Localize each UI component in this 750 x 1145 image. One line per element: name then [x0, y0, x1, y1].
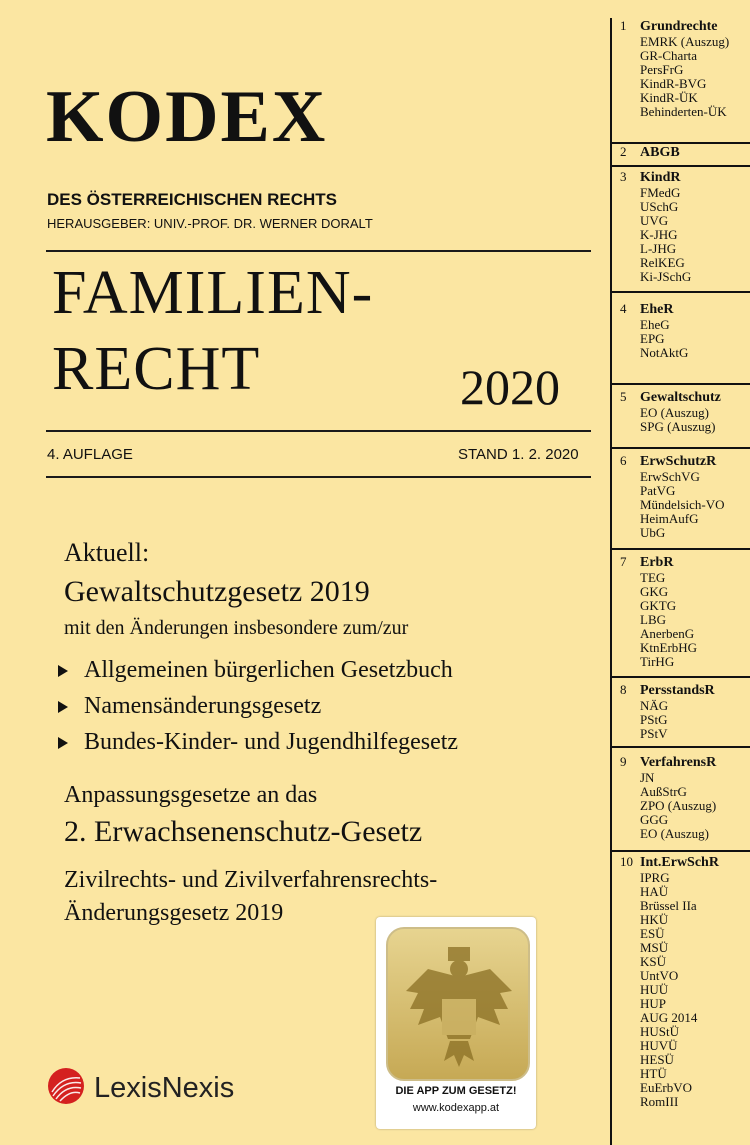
index-section[interactable]: 4 EheR EheG EPG NotAktG: [612, 291, 750, 385]
main-title-line-2: RECHT: [52, 335, 261, 403]
app-badge[interactable]: [376, 917, 536, 1129]
divider: [46, 476, 591, 478]
brand-subtitle: DES ÖSTERREICHISCHEN RECHTS: [47, 190, 337, 209]
app-caption: DIE APP ZUM GESETZ!: [395, 1085, 517, 1097]
triangle-bullet-icon: [58, 665, 68, 677]
index-section[interactable]: 5 Gewaltschutz EO (Auszug) SPG (Auszug): [612, 383, 750, 449]
index-section[interactable]: 6 ErwSchutzR ErwSchVG PatVG Mündelsich-VO HeimAufG UbG: [612, 447, 750, 550]
anpassung-text: Anpassungsgesetze an das: [64, 782, 318, 808]
index-section[interactable]: 1 Grundrechte EMRK (Auszug) GR-Charta PersFrG KindR-BVG KindR-ÜK Behinderten-ÜK: [612, 18, 750, 144]
stand-date: STAND 1. 2. 2020: [458, 446, 579, 463]
divider: [46, 430, 591, 432]
index-section[interactable]: 10 Int.ErwSchR IPRG HAÜ Brüssel IIa HKÜ ESÜ MSÜ KSÜ UntVO HUÜ HUP AUG 2014 HUStÜ HUVÜ HESÜ HTÜ EuErbVO RomIII: [620, 854, 719, 1109]
lexisnexis-logo-icon: [46, 1066, 86, 1111]
list-item: Allgemeinen bürgerlichen Gesetzbuch: [58, 652, 458, 688]
index-section[interactable]: 3 KindR FMedG USchG UVG K-JHG L-JHG RelKEG Ki-JSchG: [612, 165, 750, 293]
divider: [46, 250, 591, 252]
list-item: Bundes-Kinder- und Jugendhilfegesetz: [58, 724, 458, 760]
triangle-bullet-icon: [58, 737, 68, 749]
index-section[interactable]: 8 PersstandsR NÄG PStG PStV: [612, 676, 750, 748]
changes-intro: mit den Änderungen insbesondere zum/zur: [64, 617, 409, 639]
list-item: Namensänderungsgesetz: [58, 688, 458, 724]
headline: Gewaltschutzgesetz 2019: [64, 575, 370, 608]
publisher-name: LexisNexis: [94, 1072, 235, 1104]
aktuell-label: Aktuell:: [64, 538, 150, 567]
brand-title: KODEX: [46, 76, 328, 158]
app-url[interactable]: www.kodexapp.at: [412, 1102, 500, 1114]
index-section[interactable]: 7 ErbR TEG GKG GKTG LBG AnerbenG KtnErbHG TirHG: [612, 548, 750, 678]
eagle-crest-icon: [386, 927, 530, 1081]
index-section[interactable]: 2 ABGB: [612, 142, 750, 167]
thumb-index: [610, 18, 750, 1145]
zivilrecht-line-1: Zivilrechts- und Zivilverfahrensrechts-: [64, 867, 438, 893]
edition-label: 4. AUFLAGE: [47, 446, 133, 463]
triangle-bullet-icon: [58, 701, 68, 713]
editor-line: HERAUSGEBER: UNIV.-PROF. DR. WERNER DORALT: [47, 216, 373, 231]
edition-year: 2020: [460, 359, 560, 415]
zivilrecht-line-2: Änderungsgesetz 2019: [64, 900, 284, 926]
erwachsenenschutz-headline: 2. Erwachsenenschutz-Gesetz: [64, 815, 423, 848]
main-title-line-1: FAMILIEN-: [52, 259, 374, 327]
index-section[interactable]: 9 VerfahrensR JN AußStrG ZPO (Auszug) GGG EO (Auszug): [612, 746, 750, 852]
changes-list: [58, 652, 458, 760]
